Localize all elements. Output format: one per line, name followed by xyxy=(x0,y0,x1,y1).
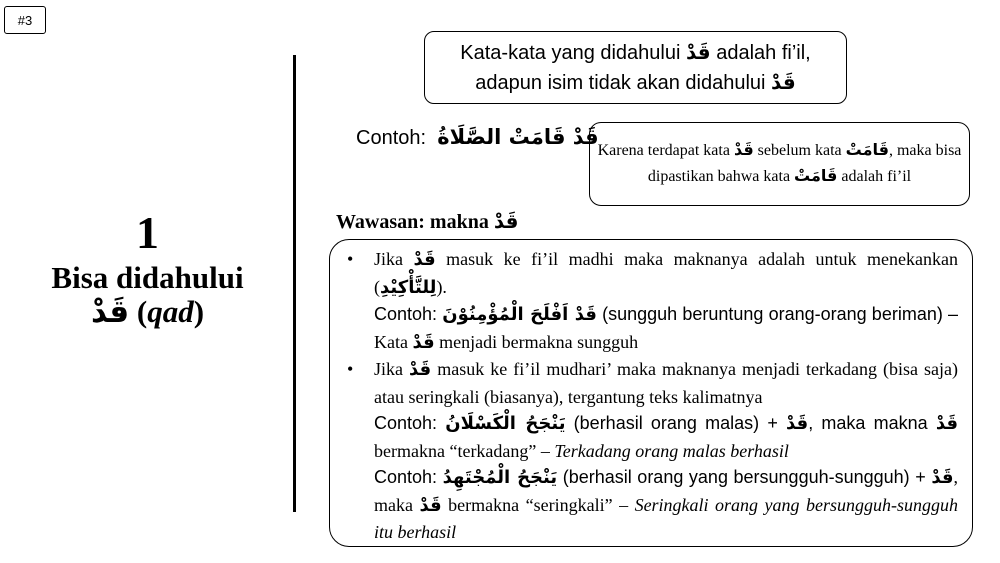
rule-line-1: Kata-kata yang didahului قَدْ adalah fi’il, xyxy=(460,40,811,64)
title-latin-qad: qad xyxy=(147,294,194,329)
section-heading xyxy=(0,205,295,329)
example-arabic: قَدْ قَامَتْ الصَّلَاةُ xyxy=(437,125,599,149)
list-item: • Jika قَدْ masuk ke fi’il madhi maka maknanya adalah untuk menekankan (لِلتَّأْكِيْدِ). Contoh: قَدْ اَفْلَحَ الْمُؤْمِنُوْنَ (sungguh beruntung orang-orang beriman) – Kata قَدْ menjadi bermakna sungguh xyxy=(344,246,958,356)
meaning-box xyxy=(329,239,973,547)
section-title-line2: قَدْ (qad) xyxy=(90,294,205,330)
title-arabic-qad: قَدْ xyxy=(90,294,130,330)
example-label: Contoh: xyxy=(356,127,427,149)
bullet-icon: • xyxy=(347,359,354,379)
bullet-icon: • xyxy=(347,249,354,269)
wawasan-heading: Wawasan: makna قَدْ xyxy=(336,209,519,233)
rule-box xyxy=(424,31,847,104)
section-number: 1 xyxy=(136,207,159,258)
example-line xyxy=(356,123,599,152)
rule-line-2: adapun isim tidak akan didahului قَدْ xyxy=(475,70,796,94)
slide-number-badge: #3 xyxy=(4,6,46,34)
section-title-line1: Bisa didahului xyxy=(51,260,244,295)
vertical-divider xyxy=(293,55,296,512)
list-item: • Jika قَدْ masuk ke fi’il mudhari’ maka maknanya menjadi terkadang (bisa saja) atau seringkali (biasanya), tergantung teks kalimatnya Contoh: يَنْجَحُ الْكَسْلَانُ (berhasil orang malas) + قَدْ, maka makna قَدْ bermakna “terkadang” – Terkadang orang malas berhasil Contoh: يَنْجَحُ الْمُجْتَهِدُ (berhasil orang yang bersungguh-sungguh) + قَدْ, maka قَدْ bermakna “seringkali” – Seringkali orang yang bersungguh-sungguh itu berhasil xyxy=(344,356,958,546)
explanation-box: Karena terdapat kata قَدْ sebelum kata قَامَتْ, maka bisa dipastikan bahwa kata قَامَتْ adalah fi’il xyxy=(589,122,970,206)
